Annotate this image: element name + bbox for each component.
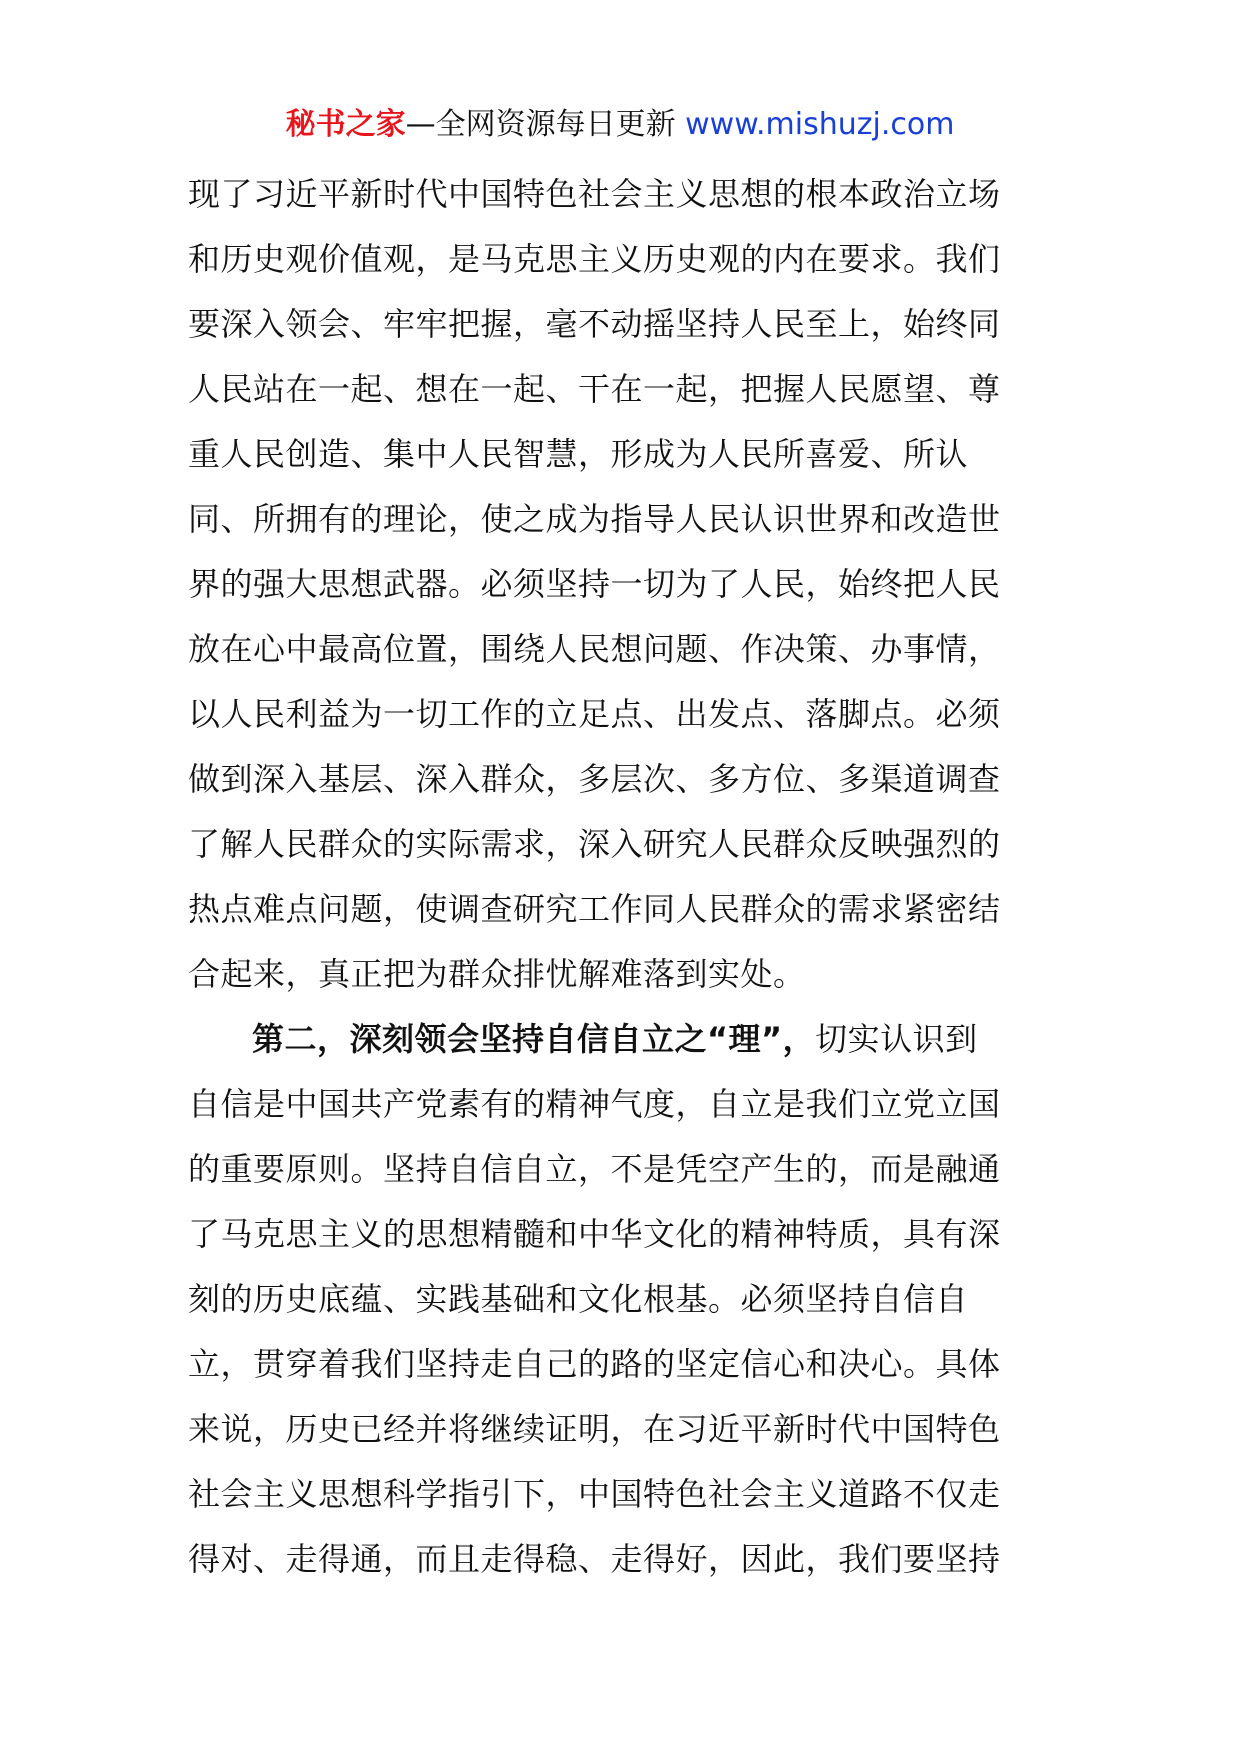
paragraph-1: [188, 162, 1058, 1007]
page-header: [0, 103, 1240, 147]
heading-line-tail: 切实认识到: [815, 1020, 978, 1058]
document-body: [188, 162, 1058, 1592]
text-line: 要深入领会、牢牢把握，毫不动摇坚持人民至上，始终同: [188, 305, 1001, 343]
text-line: 来说，历史已经并将继续证明，在习近平新时代中国特色: [188, 1410, 1001, 1448]
text-line: 的重要原则。坚持自信自立，不是凭空产生的，而是融通: [188, 1150, 1001, 1188]
text-line: 得对、走得通，而且走得稳、走得好，因此，我们要坚持: [188, 1540, 1001, 1578]
text-line: 同、所拥有的理论，使之成为指导人民认识世界和改造世: [188, 500, 1001, 538]
text-line: 社会主义思想科学指引下，中国特色社会主义道路不仅走: [188, 1475, 1001, 1513]
paragraph-heading: 深刻领会坚持自信自立之“理”，: [349, 1020, 816, 1058]
site-brand: 秘书之家: [285, 107, 406, 142]
paragraph-heading-line: [188, 1007, 1058, 1072]
site-url-link[interactable]: www.mishuzj.com: [685, 107, 955, 142]
text-line: 现了习近平新时代中国特色社会主义思想的根本政治立场: [188, 175, 1001, 213]
text-line: 人民站在一起、想在一起、干在一起，把握人民愿望、尊: [188, 370, 1001, 408]
text-line: 热点难点问题，使调查研究工作同人民群众的需求紧密结: [188, 890, 1001, 928]
text-line: 界的强大思想武器。必须坚持一切为了人民，始终把人民: [188, 565, 1001, 603]
site-tagline: —全网资源每日更新: [405, 107, 676, 142]
paragraph-number: 第二，: [252, 1020, 350, 1058]
text-line: 和历史观价值观，是马克思主义历史观的内在要求。我们: [188, 240, 1001, 278]
text-line: 刻的历史底蕴、实践基础和文化根基。必须坚持自信自: [188, 1280, 969, 1318]
text-line: 以人民利益为一切工作的立足点、出发点、落脚点。必须: [188, 695, 1001, 733]
text-line: 做到深入基层、深入群众，多层次、多方位、多渠道调查: [188, 760, 1001, 798]
paragraph-2: [188, 1007, 1058, 1592]
text-line: 自信是中国共产党素有的精神气度，自立是我们立党立国: [188, 1085, 1001, 1123]
text-line: 了解人民群众的实际需求，深入研究人民群众反映强烈的: [188, 825, 1001, 863]
text-line: 立，贯穿着我们坚持走自己的路的坚定信心和决心。具体: [188, 1345, 1001, 1383]
text-line: 了马克思主义的思想精髓和中华文化的精神特质，具有深: [188, 1215, 1001, 1253]
text-line: 合起来，真正把为群众排忧解难落到实处。: [188, 955, 806, 993]
text-line: 放在心中最高位置，围绕人民想问题、作决策、办事情，: [188, 630, 1001, 668]
text-line: 重人民创造、集中人民智慧，形成为人民所喜爱、所认: [188, 435, 969, 473]
